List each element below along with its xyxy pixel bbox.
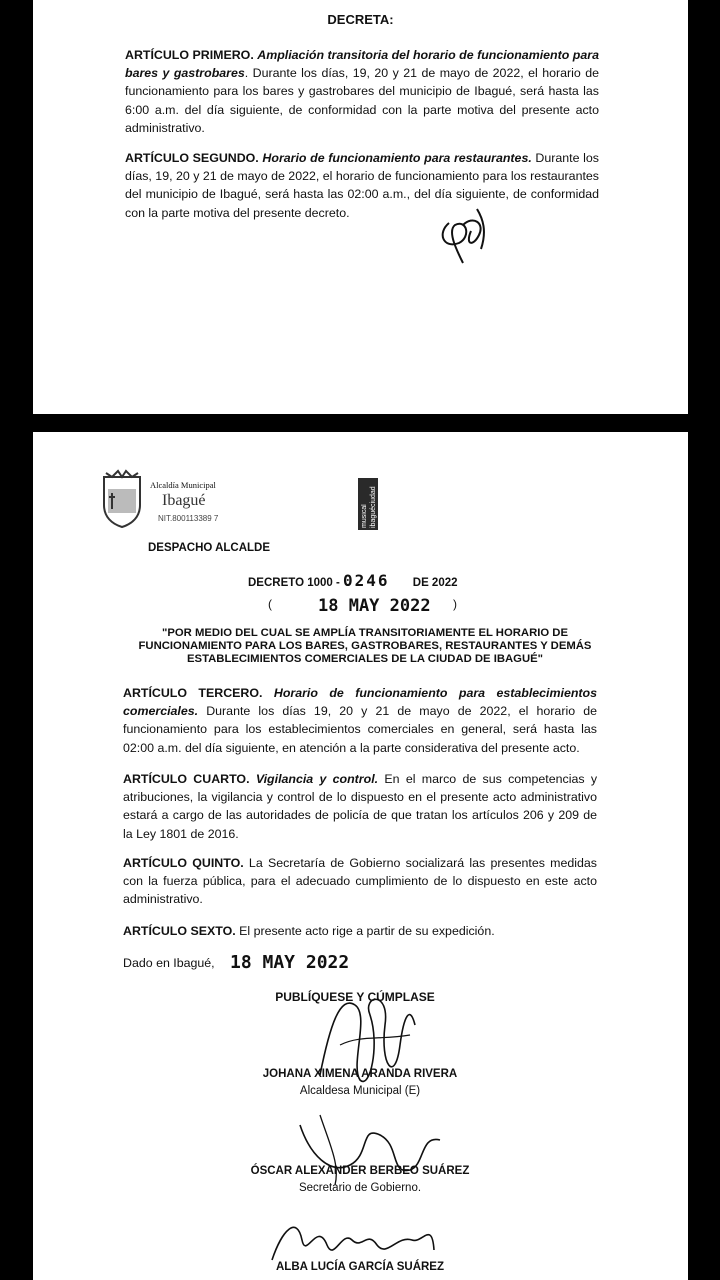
logo-line1: Alcaldía Municipal [150, 480, 216, 490]
given-date-stamp: 18 MAY 2022 [230, 952, 350, 973]
article-segundo [125, 149, 599, 222]
given-in-label: Dado en Ibagué, [123, 956, 215, 970]
signature-secretary [290, 1095, 450, 1190]
signature-mayor [300, 985, 430, 1095]
article-tercero [123, 684, 597, 757]
article-body: . Durante los días, 19, 20 y 21 de mayo de 2022, el horario de funcionamiento para los bares y gastrobares del municipio de Ibagué, será hasta las 6:00 a.m. del día siguiente, de conformidad con la parte motiva del presente acto administrativo. [125, 66, 599, 135]
article-label: ARTÍCULO TERCERO. [123, 686, 263, 700]
signer2-name: ÓSCAR ALEXANDER BERBEO SUÁREZ [250, 1165, 470, 1177]
article-body: La Secretaría de Gobierno socializará las presentes medidas con la fuerza pública, para el adecuado cumplimiento de lo dispuesto en este acto administrativo. [123, 856, 597, 907]
article-body: Durante los días, 19, 20 y 21 de mayo de 2022, el horario de funcionamiento para los restaurantes del municipio de Ibagué, será hasta las 02:00 a.m., del día siguiente, de conformidad con la parte motiva del presente decreto. [125, 151, 600, 220]
date-stamp: 18 MAY 2022 [318, 596, 431, 616]
document-page-1 [33, 0, 688, 414]
initials-signature [433, 205, 493, 267]
article-title: Horario de funcionamiento para establecimientos comerciales. [123, 686, 597, 719]
article-body: El presente acto rige a partir de su expedición. [235, 924, 495, 938]
municipal-coat-of-arms-icon [98, 469, 146, 529]
article-cuarto [123, 770, 597, 843]
decree-number-stamp: 0246 [343, 571, 390, 590]
logo-nit: NIT.800113389 7 [158, 514, 219, 523]
publish-label: PUBLÍQUESE Y CÚMPLASE [275, 990, 435, 1004]
logo-line2: Ibagué [162, 492, 206, 509]
article-quinto [123, 854, 597, 909]
signer1-name: JOHANA XIMENA ARANDA RIVERA [262, 1068, 458, 1080]
signer3-name: ALBA LUCÍA GARCÍA SUÁREZ [275, 1261, 445, 1273]
city-seal [358, 478, 378, 530]
article-title: Horario de funcionamiento para restaurantes. [262, 151, 532, 165]
article-label: ARTÍCULO PRIMERO. [125, 48, 254, 62]
decree-prefix: DECRETO 1000 - [248, 577, 340, 589]
date-open-paren: ( [268, 597, 272, 611]
article-title: Ampliación transitoria del horario de funcionamiento para bares y gastrobares [125, 48, 599, 81]
signer1-role: Alcaldesa Municipal (E) [299, 1085, 421, 1097]
seal-text: musical ibaguéciudad [361, 486, 377, 528]
decree-year: DE 2022 [412, 577, 458, 589]
decree-number-line [248, 571, 458, 590]
signer2-role: Secretario de Gobierno. [298, 1182, 422, 1194]
signature-third [262, 1210, 442, 1270]
article-label: ARTÍCULO CUARTO. [123, 772, 250, 786]
article-primero [125, 46, 599, 137]
article-title: Vigilancia y control. [255, 772, 379, 786]
office-label: DESPACHO ALCALDE [148, 542, 271, 554]
article-body: Durante los días 19, 20 y 21 de mayo de 2022, el horario de funcionamiento para los establecimientos comerciales en general, será hasta las 02:00 a.m. del día siguiente, en atención a la parte considerativa del presente acto. [123, 704, 597, 755]
article-label: ARTÍCULO SEXTO. [123, 924, 236, 938]
article-label: ARTÍCULO QUINTO. [123, 856, 244, 870]
date-close-paren: ) [453, 597, 457, 611]
article-sexto [123, 922, 597, 940]
decree-title: "POR MEDIO DEL CUAL SE AMPLÍA TRANSITORIAMENTE EL HORARIO DE FUNCIONAMIENTO PARA LOS BARES, GASTROBARES, RESTAURANTES Y DEMÁS ESTABLECIMIENTOS COMERCIALES DE LA CIUDAD DE IBAGUÉ" [138, 627, 592, 665]
article-body: En el marco de sus competencias y atribuciones, la vigilancia y control de lo dispuesto en el presente acto administrativo estará a cargo de las autoridades de policía de que tratan los artículos 206 y 209 de la Ley 1801 de 2016. [123, 772, 598, 841]
article-label: ARTÍCULO SEGUNDO. [125, 151, 259, 165]
decreta-heading: DECRETA: [327, 12, 394, 27]
